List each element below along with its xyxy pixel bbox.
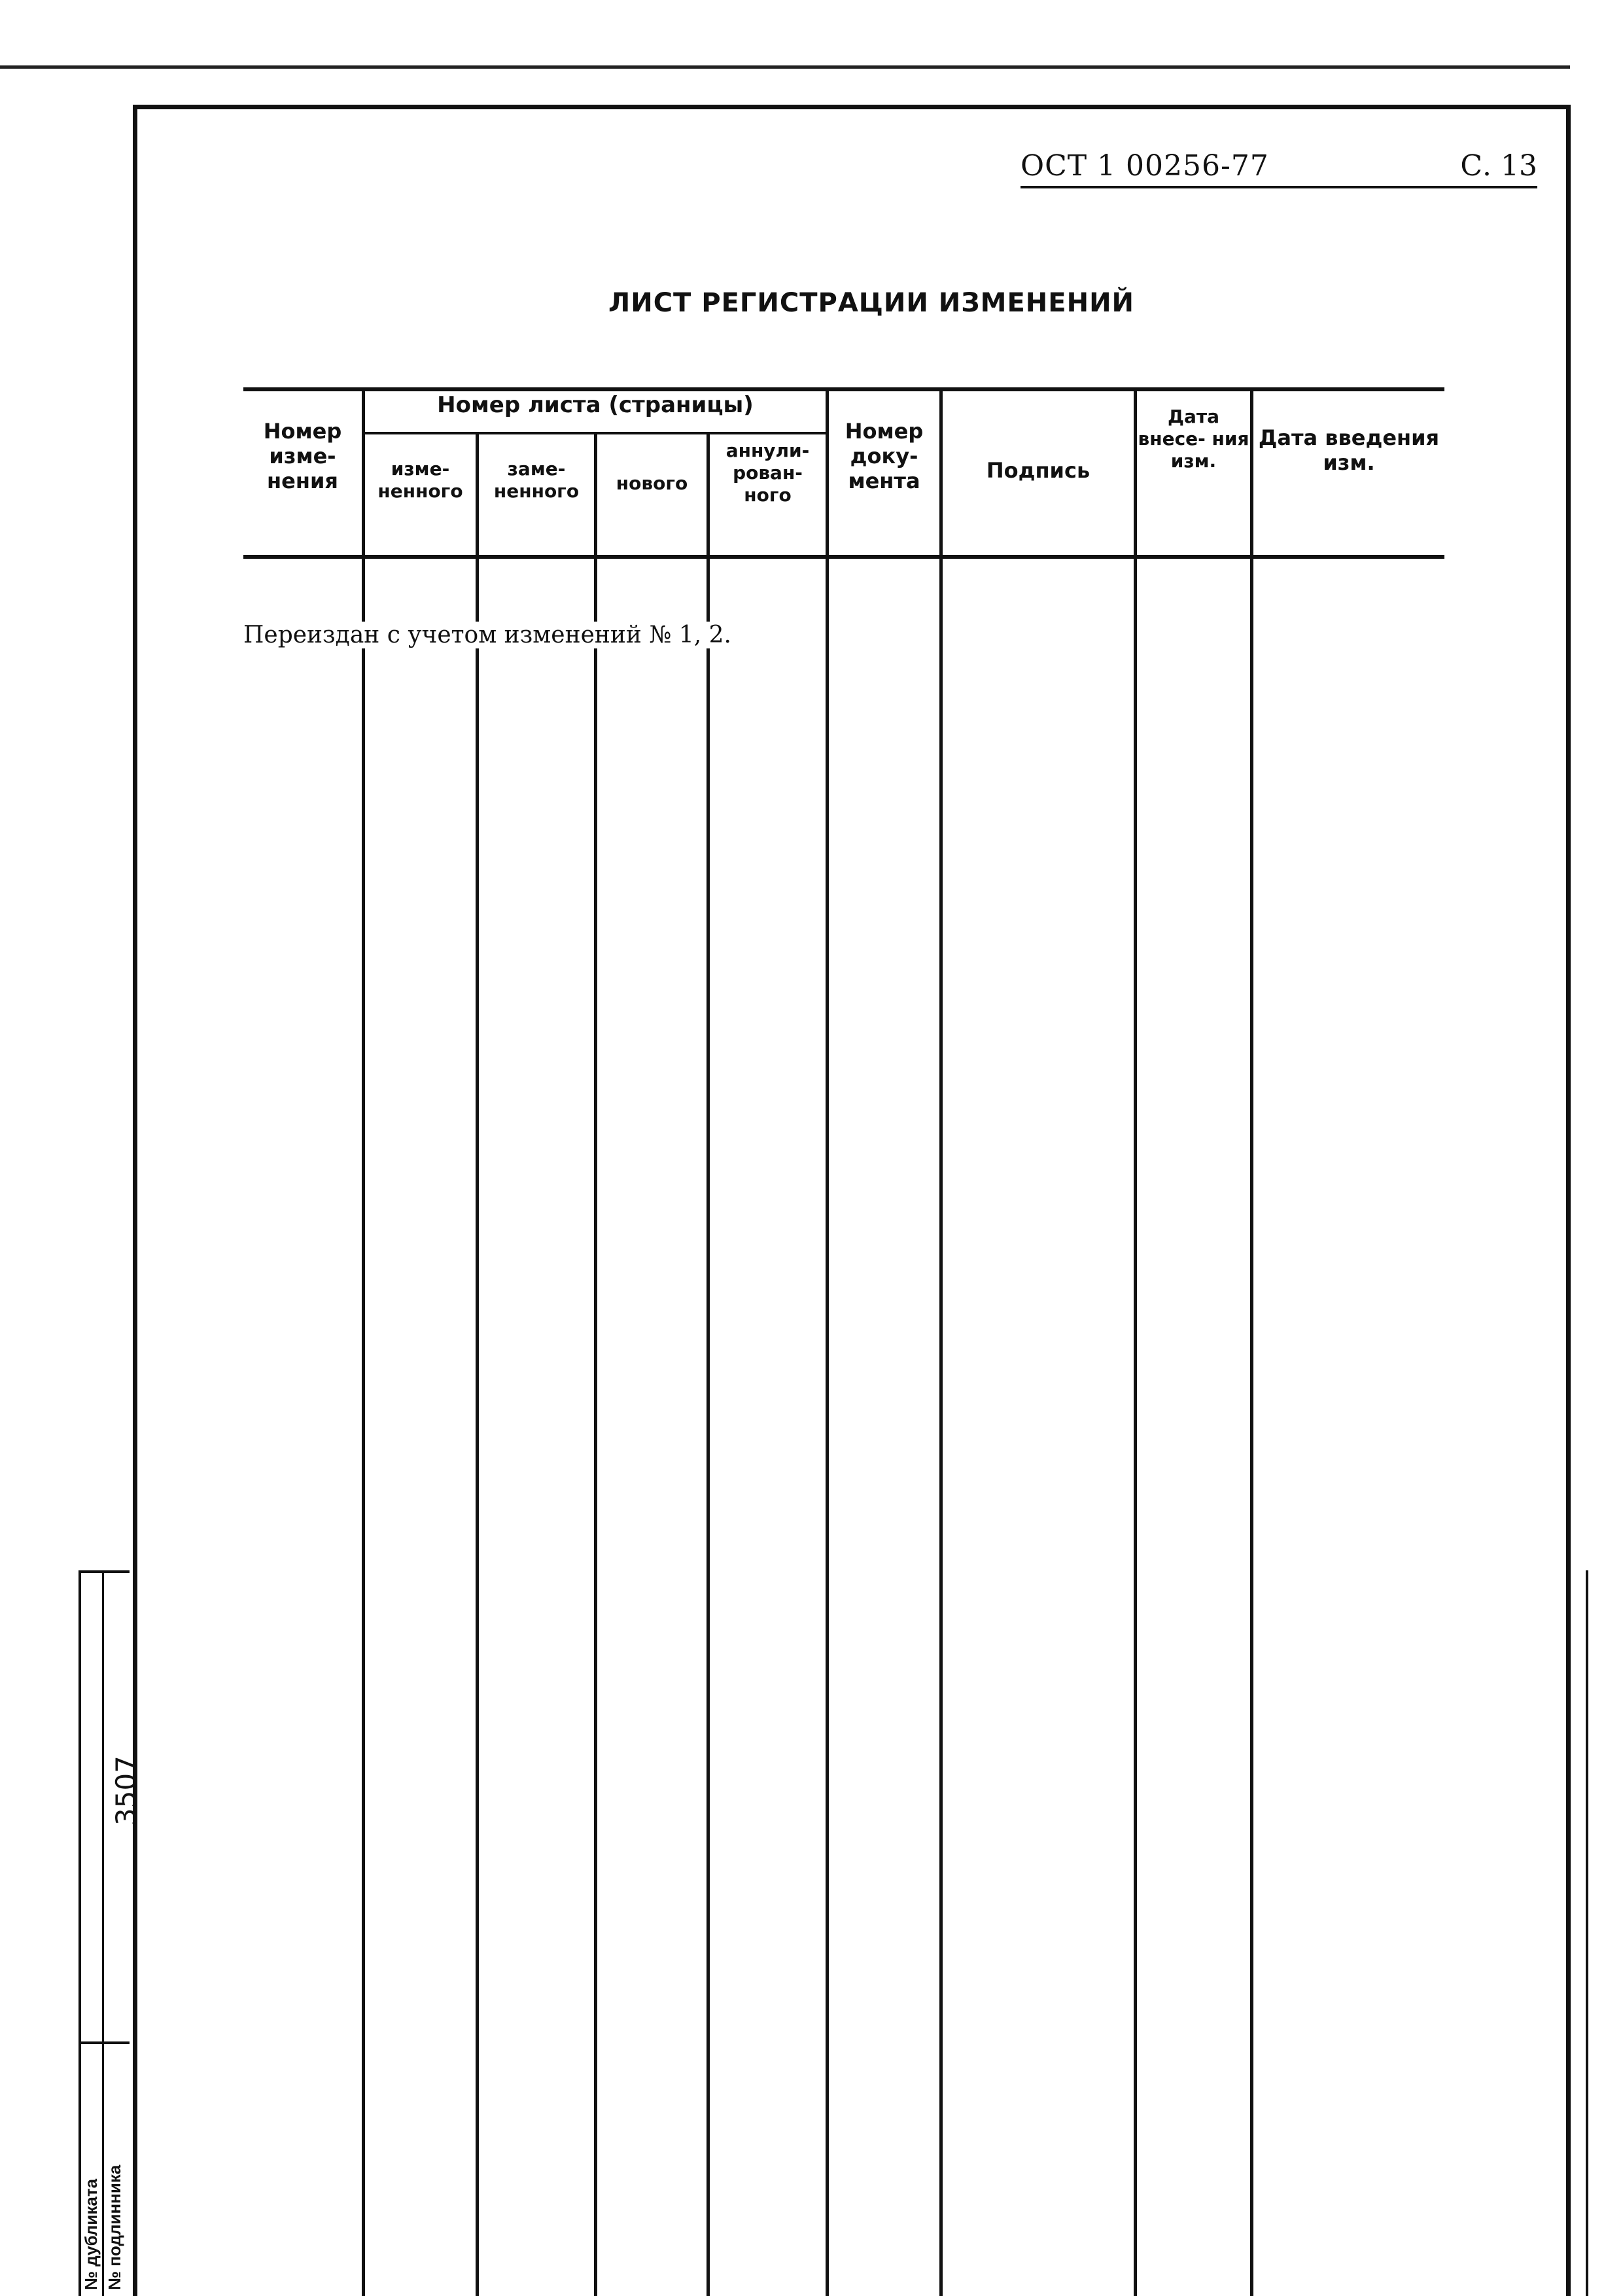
stamp-label-duplicate: № дубликата [81,2178,101,2290]
document-header [1021,149,1537,183]
stamp-number: 3507 [110,1756,142,1826]
header-underline [1021,186,1537,188]
table-top-rule [243,387,1444,391]
page-title: ЛИСТ РЕГИСТРАЦИИ ИЗМЕНЕНИЙ [608,288,1135,318]
col-divider-8 [1250,387,1253,2296]
col-divider-4 [707,433,710,2296]
frame-left-border [133,105,137,2296]
document-code: ОСТ 1 00256-77 [1021,149,1269,183]
col-header-entry-date: Дата внесе- ния изм. [1138,406,1249,472]
table-header-bottom-rule [243,555,1444,559]
col-divider-6 [939,387,943,2296]
col-header-new: нового [616,472,688,494]
col-header-signature: Подпись [986,458,1091,483]
col-header-sheet-number-group: Номер листа (страницы) [437,392,754,418]
col-header-change-number: Номер изме- нения [263,419,342,493]
col-header-replaced: заме- ненного [493,458,580,502]
frame-top-border [133,105,1571,109]
stamp-label-original: № подлинника [105,2164,124,2290]
scan-edge-line [0,65,1570,69]
col-header-effective-date: Дата введения изм. [1258,425,1440,475]
col-header-annulled: аннули- рован- ного [725,440,810,506]
col-divider-1 [362,387,365,2296]
stamp-mid-rule [79,2041,130,2044]
col-header-doc-number: Номер доку- мента [845,419,924,493]
col-header-changed: изме- ненного [377,458,463,502]
stamp-center-rule [102,1570,104,2296]
col-divider-7 [1134,387,1137,2296]
stamp-top-rule [79,1570,130,1573]
col-divider-3 [594,433,597,2296]
page-number: С. 13 [1460,149,1537,183]
col-divider-2 [476,433,479,2296]
frame-right-outer-border [1586,1570,1588,2296]
frame-right-border [1566,105,1571,2296]
col-divider-5 [826,387,829,2296]
reissue-note: Переиздан с учетом изменений № 1, 2. [243,622,734,648]
